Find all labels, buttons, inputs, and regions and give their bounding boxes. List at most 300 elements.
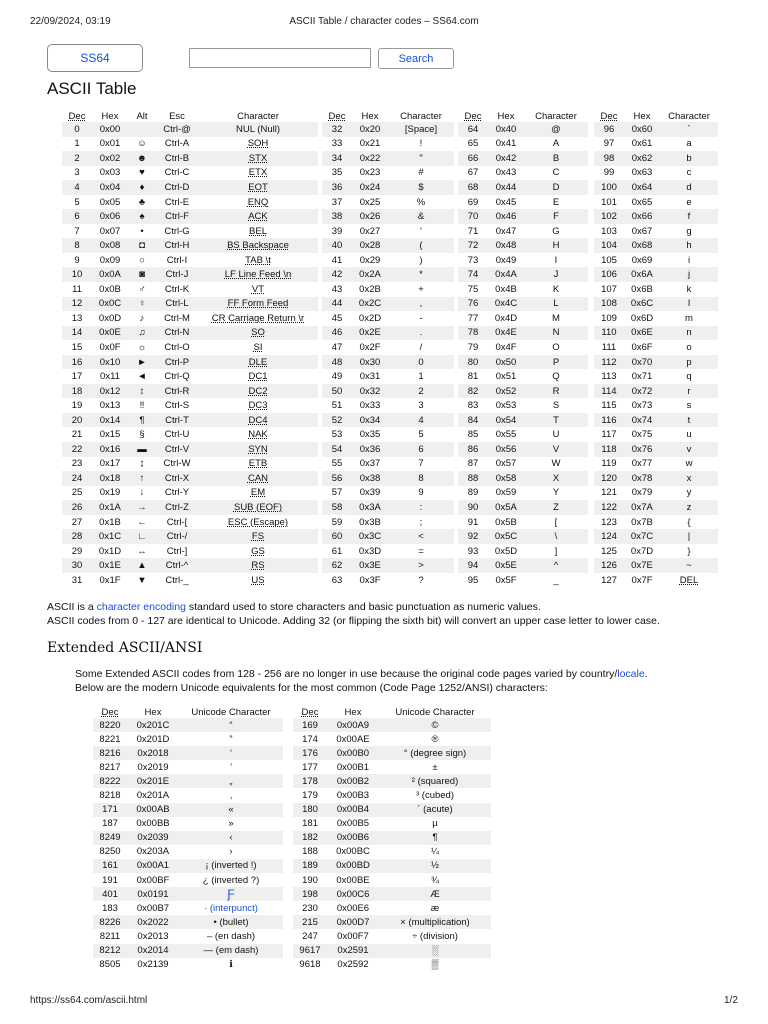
- table-cell: «: [179, 803, 283, 817]
- table-cell: 0x0F: [92, 340, 128, 355]
- table-row: [93, 873, 283, 887]
- table-cell: 0x01: [92, 137, 128, 152]
- table-cell: 0x4D: [488, 311, 524, 326]
- table-cell: 198: [293, 887, 327, 901]
- table-cell: h: [660, 238, 718, 253]
- table-row: [62, 311, 318, 326]
- table-cell: A: [524, 137, 588, 152]
- table-cell: 0x7B: [624, 515, 660, 530]
- table-cell: 4: [388, 413, 454, 428]
- table-row: [458, 384, 588, 399]
- table-cell: 5: [388, 427, 454, 442]
- table-row: [322, 326, 454, 341]
- table-cell: 0x201E: [127, 774, 179, 788]
- table-row: [293, 817, 491, 831]
- table-cell: 104: [594, 238, 624, 253]
- table-cell: n: [660, 326, 718, 341]
- table-cell: 64: [458, 122, 488, 137]
- table-cell: 108: [594, 297, 624, 312]
- table-cell: 90: [458, 500, 488, 515]
- table-cell: 123: [594, 515, 624, 530]
- table-cell: m: [660, 311, 718, 326]
- table-row: [293, 732, 491, 746]
- table-cell: 0x7C: [624, 529, 660, 544]
- table-cell: 0x7A: [624, 500, 660, 515]
- table-cell: r: [660, 384, 718, 399]
- table-cell: 68: [458, 180, 488, 195]
- table-cell: BS Backspace: [198, 238, 318, 253]
- table-cell: 116: [594, 413, 624, 428]
- table-cell: 83: [458, 398, 488, 413]
- table-cell: Ctrl-X: [156, 471, 198, 486]
- table-cell: 99: [594, 166, 624, 181]
- table-row: [458, 282, 588, 297]
- table-cell: 401: [93, 887, 127, 901]
- table-cell: W: [524, 457, 588, 472]
- table-cell: ↨: [128, 457, 156, 472]
- table-cell: w: [660, 457, 718, 472]
- table-cell: 0x2A: [352, 267, 388, 282]
- table-cell: .: [388, 326, 454, 341]
- table-row: [93, 732, 283, 746]
- table-cell: 0x00C6: [327, 887, 379, 901]
- table-cell: H: [524, 238, 588, 253]
- table-cell: 118: [594, 442, 624, 457]
- table-cell: 0x63: [624, 166, 660, 181]
- table-row: [458, 238, 588, 253]
- table-row: [458, 573, 588, 588]
- table-cell: 0x71: [624, 369, 660, 384]
- column-header: Hex: [624, 110, 660, 122]
- table-cell: ›: [179, 845, 283, 859]
- table-cell: 0x4C: [488, 297, 524, 312]
- table-cell: 0x65: [624, 195, 660, 210]
- table-cell: 0: [388, 355, 454, 370]
- table-cell: 30: [62, 558, 92, 573]
- table-row: [322, 267, 454, 282]
- table-row: [93, 859, 283, 873]
- table-row: [62, 267, 318, 282]
- table-row: [322, 209, 454, 224]
- table-cell: S: [524, 398, 588, 413]
- table-cell: 0x15: [92, 427, 128, 442]
- table-row: [594, 238, 718, 253]
- table-cell: l: [660, 297, 718, 312]
- table-row: [594, 340, 718, 355]
- table-row: [458, 471, 588, 486]
- table-cell: ◙: [128, 267, 156, 282]
- table-cell: NUL (Null): [198, 122, 318, 137]
- table-cell: 23: [62, 457, 92, 472]
- table-cell: 61: [322, 544, 352, 559]
- table-row: [594, 224, 718, 239]
- table-row: [293, 718, 491, 732]
- table-cell: 0x0B: [92, 282, 128, 297]
- table-row: [458, 457, 588, 472]
- table-cell: ♂: [128, 282, 156, 297]
- table-cell: ♦: [128, 180, 156, 195]
- table-cell: 16: [62, 355, 92, 370]
- table-cell: p: [660, 355, 718, 370]
- table-cell: Ctrl-M: [156, 311, 198, 326]
- table-cell: 8220: [93, 718, 127, 732]
- table-cell: 0x6A: [624, 267, 660, 282]
- table-cell: 45: [322, 311, 352, 326]
- table-cell: 66: [458, 151, 488, 166]
- table-cell: 0x03: [92, 166, 128, 181]
- ascii-printable-table-32: [322, 110, 454, 588]
- table-cell: 1: [62, 137, 92, 152]
- table-cell: 97: [594, 137, 624, 152]
- table-cell: 85: [458, 427, 488, 442]
- table-cell: Ctrl-V: [156, 442, 198, 457]
- table-cell: `: [660, 122, 718, 137]
- table-cell: 36: [322, 180, 352, 195]
- table-cell: CR Carriage Return \r: [198, 311, 318, 326]
- table-cell: FF Form Feed: [198, 297, 318, 312]
- table-cell: ☺: [128, 137, 156, 152]
- table-cell: Ctrl-W: [156, 457, 198, 472]
- table-cell: 0x75: [624, 427, 660, 442]
- table-cell: “: [179, 718, 283, 732]
- table-cell: 8216: [93, 746, 127, 760]
- table-cell: 103: [594, 224, 624, 239]
- column-header: Dec: [594, 110, 624, 122]
- table-cell: 41: [322, 253, 352, 268]
- character-encoding-link[interactable]: character encoding: [96, 601, 186, 613]
- table-cell: 247: [293, 929, 327, 943]
- column-header: Character: [388, 110, 454, 122]
- table-cell: _: [524, 573, 588, 588]
- table-cell: ;: [388, 515, 454, 530]
- table-cell: Ctrl-F: [156, 209, 198, 224]
- table-cell: 54: [322, 442, 352, 457]
- table-cell: 0x41: [488, 137, 524, 152]
- locale-link[interactable]: locale: [617, 668, 645, 680]
- table-cell: FS: [198, 529, 318, 544]
- table-row: [458, 209, 588, 224]
- table-cell: •: [128, 224, 156, 239]
- table-cell: µ: [379, 817, 491, 831]
- table-cell: 9618: [293, 958, 327, 972]
- table-cell: Ctrl-R: [156, 384, 198, 399]
- table-cell: EM: [198, 486, 318, 501]
- table-cell: 40: [322, 238, 352, 253]
- table-cell: 0x00BE: [327, 873, 379, 887]
- table-row: [458, 195, 588, 210]
- table-cell: 71: [458, 224, 488, 239]
- table-cell: 0x16: [92, 442, 128, 457]
- table-row: [322, 238, 454, 253]
- column-header: Character: [524, 110, 588, 122]
- table-row: [322, 398, 454, 413]
- table-cell: 188: [293, 845, 327, 859]
- table-cell: q: [660, 369, 718, 384]
- table-cell: 42: [322, 267, 352, 282]
- table-row: [458, 311, 588, 326]
- table-row: [322, 471, 454, 486]
- table-cell: 0x00B4: [327, 803, 379, 817]
- table-cell: ): [388, 253, 454, 268]
- table-cell: Ctrl-P: [156, 355, 198, 370]
- table-cell: Ctrl-J: [156, 267, 198, 282]
- table-cell: 0x40: [488, 122, 524, 137]
- table-cell: 0x00D7: [327, 915, 379, 929]
- table-cell: Ctrl-S: [156, 398, 198, 413]
- table-cell: 0x47: [488, 224, 524, 239]
- table-cell: 0x00B2: [327, 774, 379, 788]
- table-cell: Ctrl-K: [156, 282, 198, 297]
- table-cell: ÷ (division): [379, 929, 491, 943]
- table-cell: 0x1D: [92, 544, 128, 559]
- table-cell: 2: [62, 151, 92, 166]
- table-cell: — (em dash): [179, 944, 283, 958]
- ss64-logo-link[interactable]: SS64: [47, 44, 143, 72]
- table-cell: 0x203A: [127, 845, 179, 859]
- search-input[interactable]: [189, 48, 371, 68]
- table-cell: ±: [379, 760, 491, 774]
- table-row: [594, 311, 718, 326]
- table-cell: 0x0C: [92, 297, 128, 312]
- table-cell: 0x43: [488, 166, 524, 181]
- table-cell: 215: [293, 915, 327, 929]
- table-cell: DC3: [198, 398, 318, 413]
- table-cell: Ctrl-[: [156, 515, 198, 530]
- table-row: [322, 122, 454, 137]
- table-cell: Ctrl-/: [156, 529, 198, 544]
- table-row: [322, 340, 454, 355]
- extended-heading: Extended ASCII/ANSI: [47, 640, 203, 656]
- table-cell: 72: [458, 238, 488, 253]
- table-row: [93, 944, 283, 958]
- table-cell: 0x201D: [127, 732, 179, 746]
- table-row: [62, 224, 318, 239]
- table-cell: DEL: [660, 573, 718, 588]
- table-cell: 0x5A: [488, 500, 524, 515]
- table-cell: Z: [524, 500, 588, 515]
- table-cell: {: [660, 515, 718, 530]
- table-cell: Ctrl-L: [156, 297, 198, 312]
- table-cell: ?: [388, 573, 454, 588]
- table-cell: 125: [594, 544, 624, 559]
- table-cell: 0x10: [92, 355, 128, 370]
- table-cell: 33: [322, 137, 352, 152]
- table-row: [62, 457, 318, 472]
- table-cell: 114: [594, 384, 624, 399]
- table-row: [62, 137, 318, 152]
- table-row: [62, 166, 318, 181]
- table-cell: 8505: [93, 958, 127, 972]
- table-row: [293, 873, 491, 887]
- table-row: [93, 760, 283, 774]
- table-cell: 0x39: [352, 486, 388, 501]
- table-cell: 8218: [93, 788, 127, 802]
- table-cell: 0x6E: [624, 326, 660, 341]
- table-cell: TAB \t: [198, 253, 318, 268]
- table-cell: LF Line Feed \n: [198, 267, 318, 282]
- table-cell: 96: [594, 122, 624, 137]
- table-cell: 89: [458, 486, 488, 501]
- table-cell: 82: [458, 384, 488, 399]
- table-cell: ♫: [128, 326, 156, 341]
- table-cell: ^: [524, 558, 588, 573]
- table-cell: 14: [62, 326, 92, 341]
- table-row: [594, 122, 718, 137]
- table-cell: 0x34: [352, 413, 388, 428]
- table-cell: DLE: [198, 355, 318, 370]
- table-cell: 0x33: [352, 398, 388, 413]
- table-cell: ENQ: [198, 195, 318, 210]
- table-cell: 3: [388, 398, 454, 413]
- table-cell: 0x00BC: [327, 845, 379, 859]
- table-row: [62, 471, 318, 486]
- table-cell: 0x00: [92, 122, 128, 137]
- table-cell: ‼: [128, 398, 156, 413]
- table-cell: 76: [458, 297, 488, 312]
- table-cell: !: [388, 137, 454, 152]
- table-cell: 63: [322, 573, 352, 588]
- table-cell: 0x3E: [352, 558, 388, 573]
- table-cell: →: [128, 500, 156, 515]
- table-cell: 0x00AE: [327, 732, 379, 746]
- table-cell: 0x12: [92, 384, 128, 399]
- table-cell: 230: [293, 901, 327, 915]
- table-cell: 112: [594, 355, 624, 370]
- table-row: [458, 253, 588, 268]
- table-row: [594, 398, 718, 413]
- table-cell: 0x37: [352, 457, 388, 472]
- table-cell: 0x38: [352, 471, 388, 486]
- table-row: [322, 137, 454, 152]
- table-cell: SOH: [198, 137, 318, 152]
- table-cell: ░: [379, 944, 491, 958]
- table-cell: SO: [198, 326, 318, 341]
- table-cell: L: [524, 297, 588, 312]
- table-cell: 20: [62, 413, 92, 428]
- table-cell: 0x72: [624, 384, 660, 399]
- table-cell: Ctrl-E: [156, 195, 198, 210]
- table-cell: M: [524, 311, 588, 326]
- table-cell: CAN: [198, 471, 318, 486]
- table-cell: 0x55: [488, 427, 524, 442]
- table-cell: 0x00B3: [327, 788, 379, 802]
- table-cell: |: [660, 529, 718, 544]
- table-cell: 3: [62, 166, 92, 181]
- table-cell: 39: [322, 224, 352, 239]
- table-cell: 0x23: [352, 166, 388, 181]
- table-cell: 0x00BF: [127, 873, 179, 887]
- table-cell: 65: [458, 137, 488, 152]
- table-cell: 0x30: [352, 355, 388, 370]
- table-row: [293, 915, 491, 929]
- table-cell: 0x00B0: [327, 746, 379, 760]
- table-cell: 10: [62, 267, 92, 282]
- table-cell: 0x17: [92, 457, 128, 472]
- table-cell: Q: [524, 369, 588, 384]
- table-row: [322, 544, 454, 559]
- table-cell: 0x61: [624, 137, 660, 152]
- table-cell: 95: [458, 573, 488, 588]
- extended-line-1: [75, 667, 648, 681]
- table-cell: 92: [458, 529, 488, 544]
- table-row: [594, 471, 718, 486]
- table-row: [594, 427, 718, 442]
- table-cell: ↓: [128, 486, 156, 501]
- table-cell: Ctrl-O: [156, 340, 198, 355]
- table-cell: 0x05: [92, 195, 128, 210]
- table-cell: 0x4B: [488, 282, 524, 297]
- table-cell: a: [660, 137, 718, 152]
- table-cell: 0x79: [624, 486, 660, 501]
- table-cell: I: [524, 253, 588, 268]
- table-cell: 43: [322, 282, 352, 297]
- table-cell: J: [524, 267, 588, 282]
- table-cell: 0x2F: [352, 340, 388, 355]
- table-row: [62, 558, 318, 573]
- table-cell: b: [660, 151, 718, 166]
- table-cell: 115: [594, 398, 624, 413]
- table-cell: 191: [93, 873, 127, 887]
- table-cell: 0x14: [92, 413, 128, 428]
- table-cell: 0x42: [488, 151, 524, 166]
- table-row: [458, 442, 588, 457]
- table-cell: 107: [594, 282, 624, 297]
- table-row: [322, 224, 454, 239]
- table-cell: e: [660, 195, 718, 210]
- table-row: [62, 384, 318, 399]
- table-row: [293, 774, 491, 788]
- table-row: [293, 859, 491, 873]
- table-row: [594, 166, 718, 181]
- table-cell: Ctrl-G: [156, 224, 198, 239]
- table-row: [594, 558, 718, 573]
- table-row: [62, 413, 318, 428]
- table-cell: 161: [93, 859, 127, 873]
- table-row: [458, 166, 588, 181]
- table-cell: US: [198, 573, 318, 588]
- table-row: [93, 915, 283, 929]
- table-cell: V: [524, 442, 588, 457]
- table-row: [322, 457, 454, 472]
- column-header: Dec: [93, 706, 127, 718]
- table-row: [62, 515, 318, 530]
- column-header: Unicode Character: [179, 706, 283, 718]
- table-cell: 58: [322, 500, 352, 515]
- table-cell: ¡ (inverted !): [179, 859, 283, 873]
- table-row: [62, 544, 318, 559]
- table-cell: ´ (acute): [379, 803, 491, 817]
- table-cell: 35: [322, 166, 352, 181]
- table-cell: 8: [388, 471, 454, 486]
- table-cell: 4: [62, 180, 92, 195]
- table-cell: 62: [322, 558, 352, 573]
- table-cell: 0x2B: [352, 282, 388, 297]
- table-cell: 34: [322, 151, 352, 166]
- search-button[interactable]: Search: [378, 48, 454, 69]
- table-row: [322, 369, 454, 384]
- table-row: [594, 195, 718, 210]
- table-cell: 21: [62, 427, 92, 442]
- column-header: Alt: [128, 110, 156, 122]
- table-cell: >: [388, 558, 454, 573]
- table-cell: 1: [388, 369, 454, 384]
- table-cell: d: [660, 180, 718, 195]
- table-cell: 15: [62, 340, 92, 355]
- table-row: [93, 718, 283, 732]
- table-cell: Ctrl-T: [156, 413, 198, 428]
- table-row: [594, 355, 718, 370]
- table-cell: 0x00B1: [327, 760, 379, 774]
